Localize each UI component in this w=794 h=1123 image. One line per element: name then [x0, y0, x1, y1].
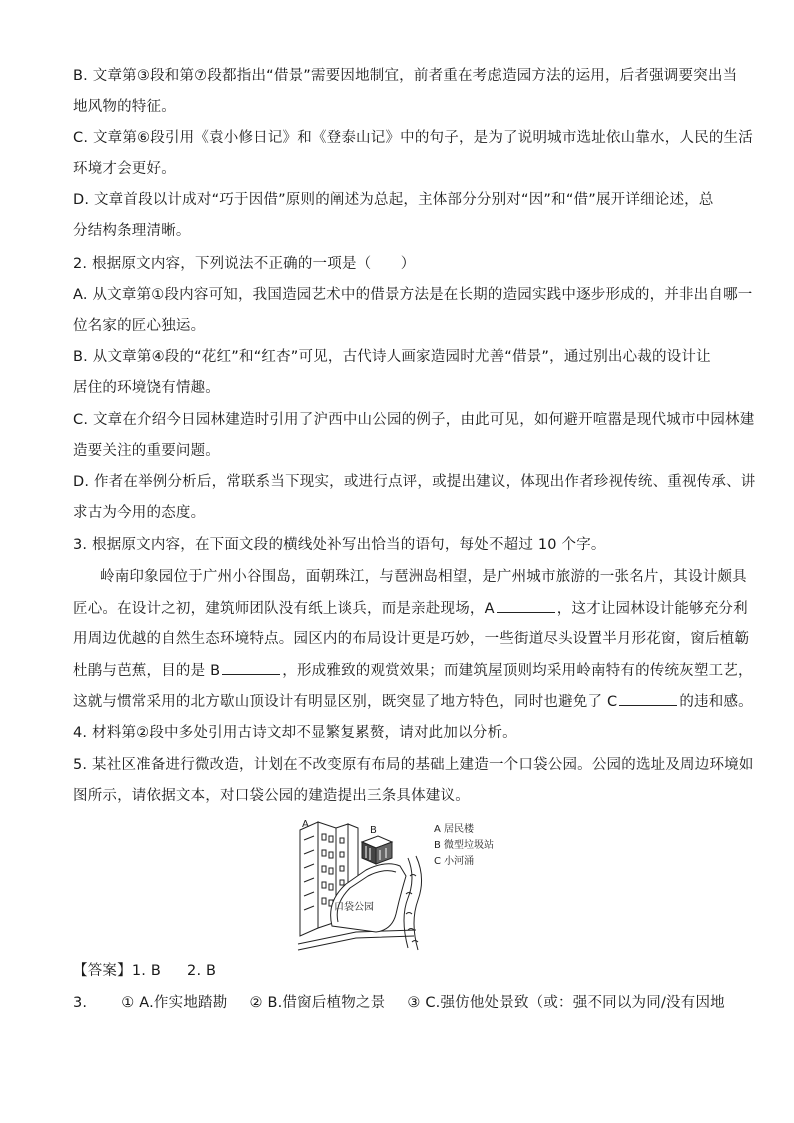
- question-5-stem-line1: 5. 某社区准备进行微改造，计划在不改变原有布局的基础上建造一个口袋公园。公园的选址及周边环境如: [73, 757, 754, 773]
- question-2-stem: 2. 根据原文内容，下列说法不正确的一项是（ ）: [73, 256, 416, 272]
- option-c-line2: 环境才会更好。: [73, 161, 176, 177]
- q3-passage-line3: 用周边优越的自然生态环境特点。园区内的布局设计更是巧妙，一些街道尽头设置半月形花窗，窗后植簕: [73, 631, 750, 647]
- road: [298, 930, 416, 950]
- site-sketch-svg: [296, 818, 506, 952]
- pocket-park-label: 口袋公园: [334, 902, 374, 913]
- answer-3-b: ② B.借窗后植物之景: [249, 995, 386, 1011]
- q3-passage-text: 这就与惯常采用的北方歇山顶设计有明显区别，既突显了地方特色，同时也避免了 C: [73, 694, 618, 710]
- pocket-park-site-figure: [296, 818, 506, 952]
- question-5-stem-line2: 图所示，请依据文本，对口袋公园的建造提出三条具体建议。: [73, 788, 470, 804]
- q3-passage-line1: 岭南印象园位于广州小谷围岛，面朝珠江，与琶洲岛相望，是广州城市旅游的一张名片，其设计颇具: [100, 569, 747, 585]
- legend-c: C 小河涌: [434, 856, 475, 867]
- q2-option-d-line2: 求古为今用的态度。: [73, 505, 206, 521]
- q3-passage-text: ，形成雅致的观赏效果；而建筑屋顶则均采用岭南特有的传统灰塑工艺，: [282, 663, 753, 679]
- legend-b: B 微型垃圾站: [434, 840, 495, 851]
- answer-3-c: ③ C.强仿他处景致（或：强不同以为同/没有因地: [407, 995, 725, 1011]
- garbage-station-b: [362, 836, 392, 864]
- option-d-line2: 分结构条理清晰。: [73, 223, 191, 239]
- answer-3-line: [73, 993, 723, 1013]
- q2-option-b-line1: B. 从文章第④段的“花红”和“红杏”可见，古代诗人画家造园时尤善“借景”，通过别出心裁的设计让: [73, 349, 711, 365]
- option-b-line1: B. 文章第③段和第⑦段都指出“借景”需要因地制宜，前者重在考虑造园方法的运用，后者强调要突出当: [73, 68, 738, 84]
- q3-passage-text: 的违和感。: [679, 694, 753, 710]
- label-b: B: [370, 825, 377, 836]
- option-d-line1: D. 文章首段以计成对“巧于因借”原则的阐述为总起，主体部分分别对“因”和“借”展开详细论述，总: [73, 192, 714, 208]
- question-4-stem: 4. 材料第②段中多处引用古诗文却不显繁复累赘，请对此加以分析。: [73, 725, 517, 741]
- q3-passage-line5: [73, 691, 753, 712]
- q2-option-a-line2: 位名家的匠心独运。: [73, 318, 206, 334]
- q2-option-d-line1: D. 作者在举例分析后，常联系当下现实，或进行点评，或提出建议，体现出作者珍视传统、重视传承、讲: [73, 474, 756, 490]
- q2-option-a-line1: A. 从文章第①段内容可知，我国造园艺术中的借景方法是在长期的造园实践中逐步形成的，并非出自哪一: [73, 287, 753, 303]
- label-a: A: [302, 819, 309, 830]
- answer-line: [73, 961, 723, 981]
- option-b-line2: 地风物的特征。: [73, 99, 176, 115]
- answer-1: 1. B: [131, 963, 162, 979]
- q3-passage-line2: [73, 598, 748, 619]
- answer-2: 2. B: [187, 963, 217, 979]
- option-c-line1: C. 文章第⑥段引用《袁小修日记》和《登泰山记》中的句子，是为了说明城市选址依山靠水，人民的生活: [73, 130, 753, 146]
- answer-3-a: ① A.作实地踏勘: [121, 995, 228, 1011]
- answer-tag: 【答案】: [73, 963, 132, 979]
- blank-a[interactable]: [497, 598, 555, 613]
- answer-3-number: 3.: [73, 995, 88, 1011]
- q3-passage-line4: [73, 660, 753, 681]
- q3-passage-text: ，这才让园林设计能够充分利: [556, 601, 748, 617]
- q3-passage-text: 杜鹃与芭蕉，目的是 B: [73, 663, 221, 679]
- q3-passage-text: 匠心。在设计之初，建筑师团队没有纸上谈兵，而是亲赴现场，A: [73, 601, 495, 617]
- blank-b[interactable]: [222, 660, 280, 675]
- q2-option-c-line1: C. 文章在介绍今日园林建造时引用了沪西中山公园的例子，由此可见，如何避开喧嚣是现代城市中园林建: [73, 412, 755, 428]
- blank-c[interactable]: [619, 691, 677, 706]
- question-3-stem: 3. 根据原文内容，在下面文段的横线处补写出恰当的语句，每处不超过 10 个字。: [73, 537, 606, 553]
- legend-a: A 居民楼: [434, 824, 475, 835]
- q2-option-c-line2: 造要关注的重要问题。: [73, 443, 220, 459]
- q2-option-b-line2: 居住的环境饶有情趣。: [73, 380, 220, 396]
